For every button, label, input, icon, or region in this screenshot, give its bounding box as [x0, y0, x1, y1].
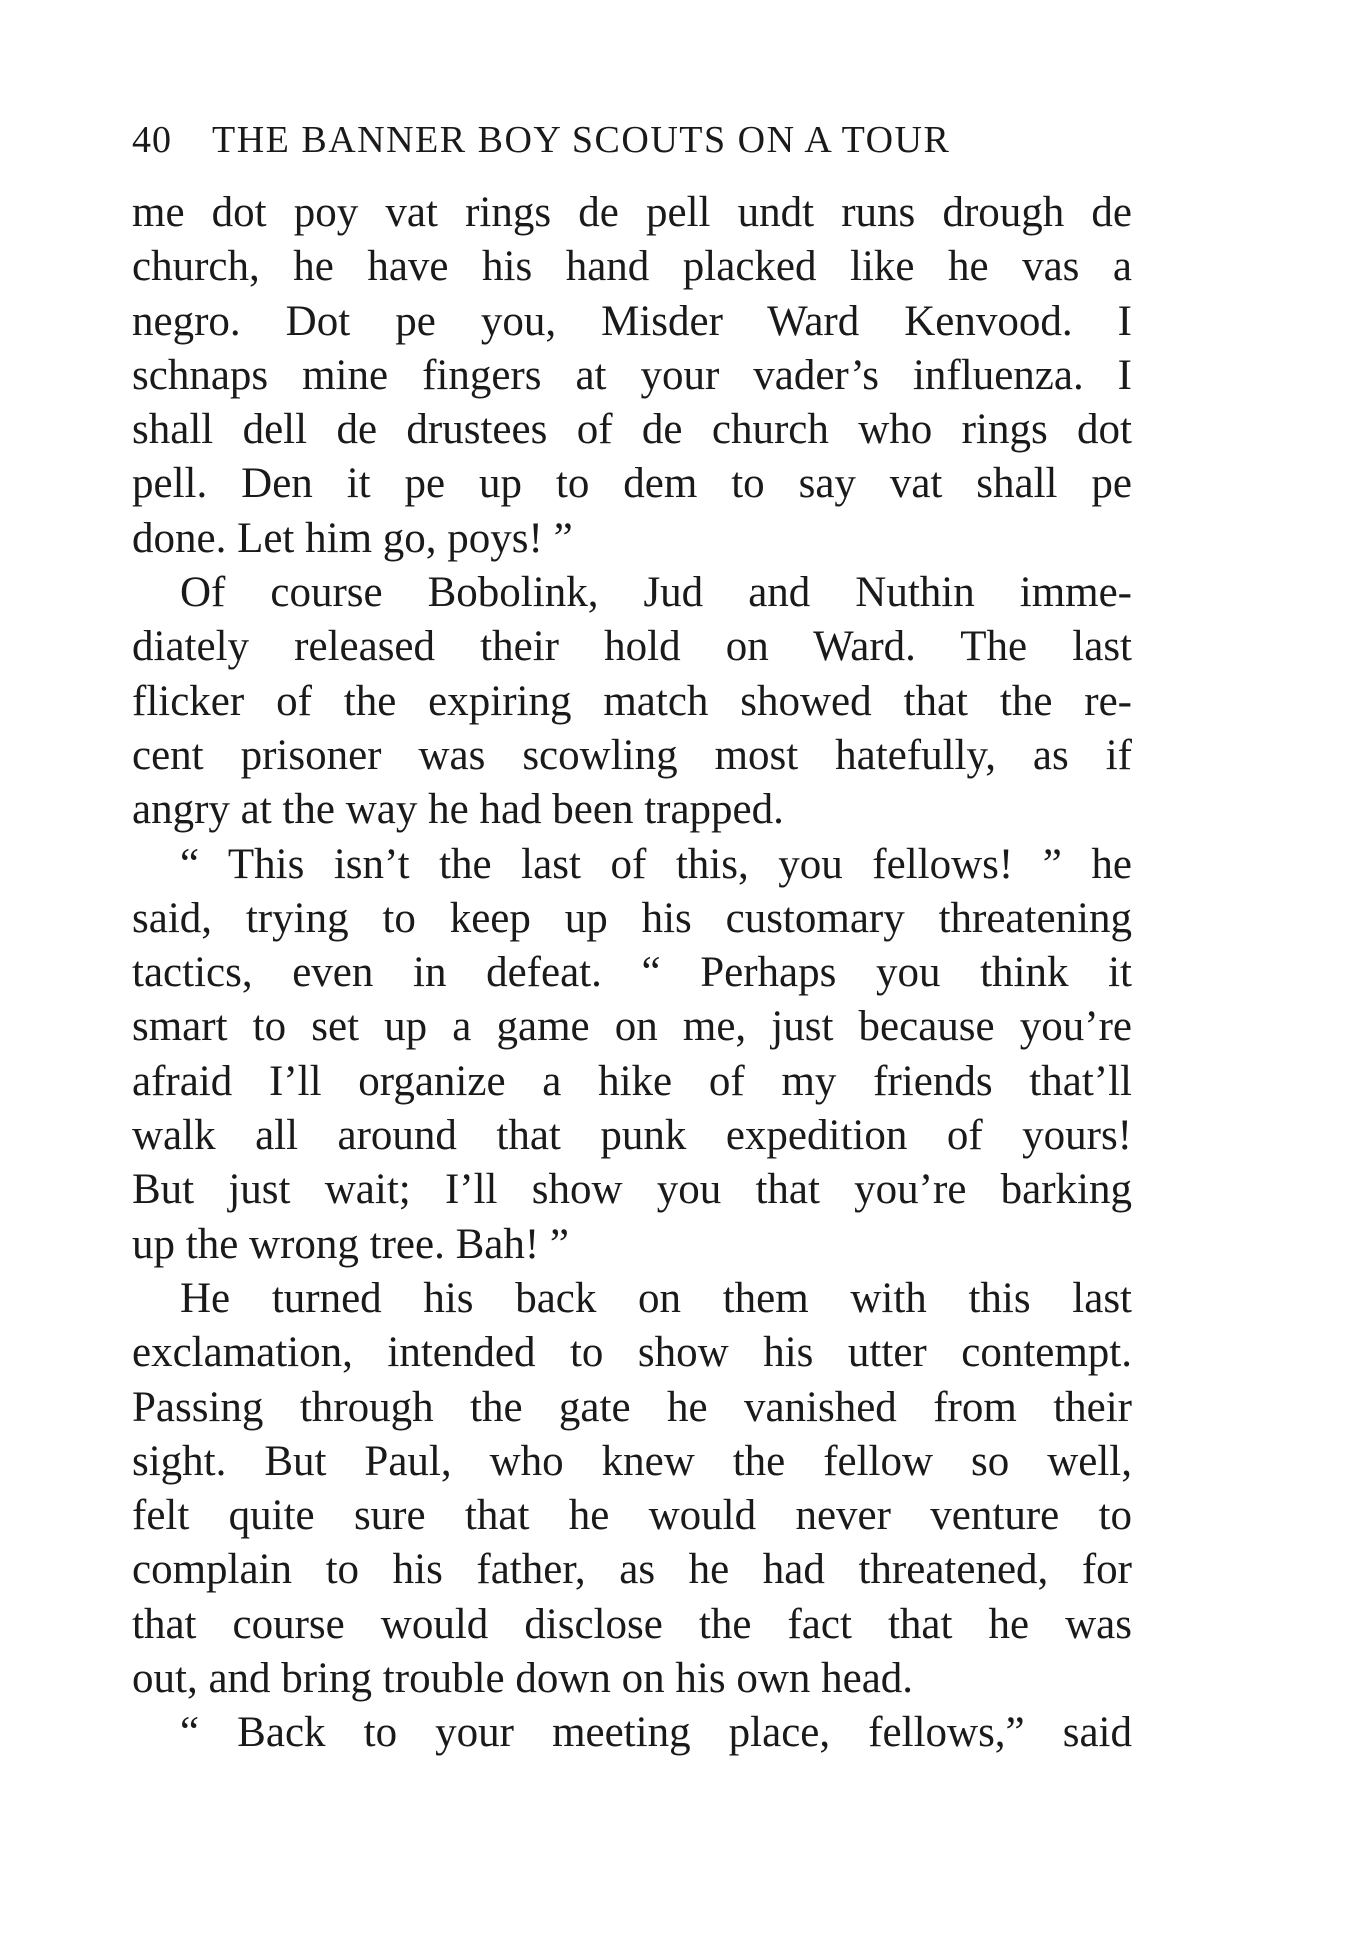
text-line: church, he have his hand placked like he vas a	[132, 243, 1132, 291]
text-line: smart to set up a game on me, just because you’re	[132, 1003, 1132, 1051]
text-line: me dot poy vat rings de pell undt runs drough de	[132, 189, 1132, 236]
text-line: exclamation, intended to show his utter contempt.	[132, 1329, 1132, 1377]
paragraph	[132, 566, 1132, 837]
running-title: THE BANNER BOY SCOUTS ON A TOUR	[212, 119, 951, 161]
text-line: “ Back to your meeting place, fellows,” said	[180, 1709, 1132, 1757]
page-number: 40	[132, 119, 172, 161]
text-line: pell. Den it pe up to dem to say vat shall pe	[132, 460, 1132, 508]
paragraph	[132, 1272, 1132, 1706]
text-line: out, and bring trouble down on his own head.	[132, 1655, 914, 1703]
text-line: complain to his father, as he had threatened, for	[132, 1546, 1132, 1594]
text-line: up the wrong tree. Bah! ”	[132, 1220, 570, 1268]
text-line: sight. But Paul, who knew the fellow so well,	[132, 1437, 1132, 1485]
text-line: shall dell de drustees of de church who rings dot	[132, 406, 1132, 454]
text-line: Of course Bobolink, Jud and Nuthin imme-	[180, 569, 1132, 617]
page-header	[132, 118, 1132, 174]
text-line: Passing through the gate he vanished from their	[132, 1383, 1132, 1431]
text-line: “ This isn’t the last of this, you fellows! ” he	[180, 840, 1132, 888]
paragraph	[132, 1706, 1132, 1760]
text-line: walk all around that punk expedition of yours!	[132, 1112, 1132, 1160]
text-line: afraid I’ll organize a hike of my friends that’ll	[132, 1057, 1132, 1105]
body-text	[132, 186, 1132, 1761]
text-line: done. Let him go, poys! ”	[132, 514, 573, 562]
text-line: He turned his back on them with this last	[180, 1274, 1132, 1322]
book-page	[132, 118, 1132, 1761]
text-line: negro. Dot pe you, Misder Ward Kenvood. I	[132, 297, 1132, 345]
text-line: flicker of the expiring match showed that the re-	[132, 677, 1132, 725]
text-line: But just wait; I’ll show you that you’re barking	[132, 1166, 1132, 1214]
text-line: said, trying to keep up his customary threatening	[132, 894, 1132, 942]
paragraph	[132, 838, 1132, 1272]
text-line: felt quite sure that he would never venture to	[132, 1492, 1132, 1540]
text-line: angry at the way he had been trapped.	[132, 786, 784, 834]
text-line: schnaps mine fingers at your vader’s influenza. I	[132, 351, 1132, 399]
text-line: that course would disclose the fact that he was	[132, 1600, 1132, 1648]
paragraph	[132, 186, 1132, 566]
text-line: tactics, even in defeat. “ Perhaps you think it	[132, 949, 1132, 997]
text-line: diately released their hold on Ward. The last	[132, 623, 1132, 671]
text-line: cent prisoner was scowling most hatefully, as if	[132, 731, 1132, 779]
